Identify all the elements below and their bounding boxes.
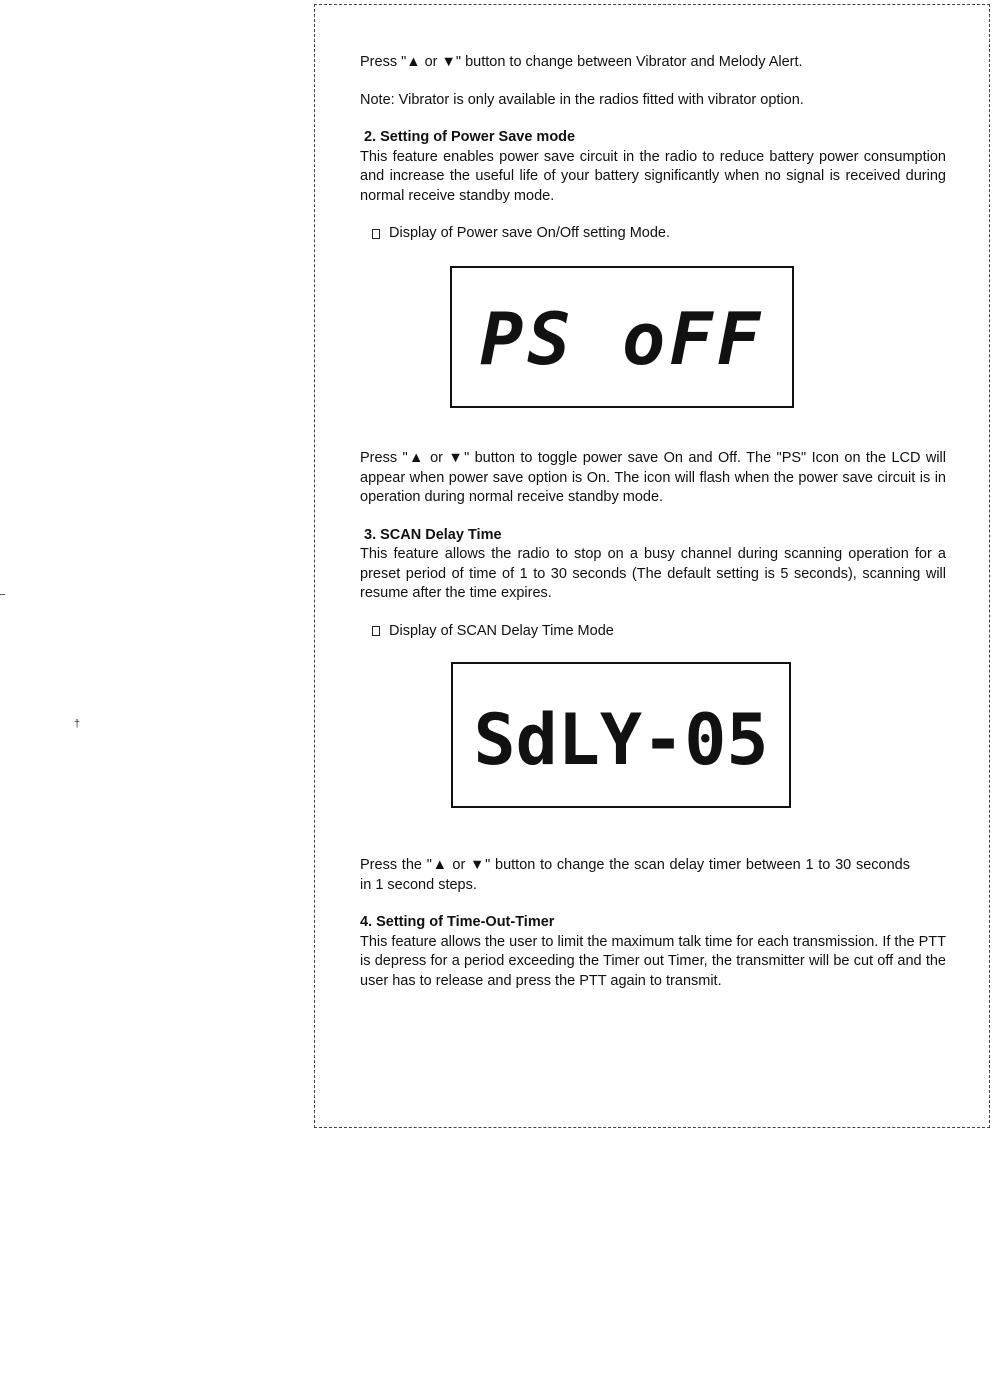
manual-content-2 <box>360 449 946 641</box>
checkbox-icon <box>372 626 380 636</box>
power-save-instructions: Press "▲ or ▼" button to toggle power save On and Off. The "PS" Icon on the LCD will appear when power save option is On. The icon will flash when the power save circuit is in operation during normal receive standby mode. <box>360 450 946 505</box>
checkbox-icon <box>372 229 380 239</box>
vibrator-instruction: Press "▲ or ▼" button to change between Vibrator and Melody Alert. <box>360 54 803 70</box>
power-save-caption-text: Display of Power save On/Off setting Mode. <box>389 225 671 241</box>
lcd-display-power-save <box>450 266 794 408</box>
power-save-description: This feature enables power save circuit in the radio to reduce battery power consumption and increase the useful life of your battery significantly when no signal is received during normal receive standby mode. <box>360 148 946 204</box>
scan-delay-description: This feature allows the radio to stop on a busy channel during scanning operation for a preset period of time of 1 to 30 seconds (The default setting is 5 seconds), scanning will resume after the time expires. <box>360 546 946 601</box>
time-out-timer-description: This feature allows the user to limit the maximum talk time for each transmission. If the PTT is depress for a period exceeding the Timer out Timer, the transmitter will be cut off and the user has to release and press the PTT again to transmit. <box>360 933 946 989</box>
lcd-display-scan-delay <box>451 662 791 808</box>
scan-delay-caption-text: Display of SCAN Delay Time Mode <box>389 622 614 639</box>
margin-mark: † <box>74 718 81 730</box>
margin-tick <box>0 594 5 595</box>
power-save-heading: 2. Setting of Power Save mode <box>364 129 576 145</box>
manual-content <box>360 53 946 244</box>
manual-content-3 <box>360 856 946 991</box>
lcd-text-scan-delay: SdLY-05 <box>473 699 769 781</box>
time-out-timer-heading: 4. Setting of Time-Out-Timer <box>360 914 555 930</box>
vibrator-note: Note: Vibrator is only available in the radios fitted with vibrator option. <box>360 91 804 108</box>
scan-delay-display-caption <box>372 622 946 642</box>
lcd-text-power-save: PS oFF <box>479 297 765 381</box>
scan-delay-heading: 3. SCAN Delay Time <box>364 526 502 543</box>
scan-delay-instructions: Press the "▲ or ▼" button to change the scan delay timer between 1 to 30 seconds in 1 second steps. <box>360 857 910 893</box>
power-save-display-caption <box>372 224 946 244</box>
